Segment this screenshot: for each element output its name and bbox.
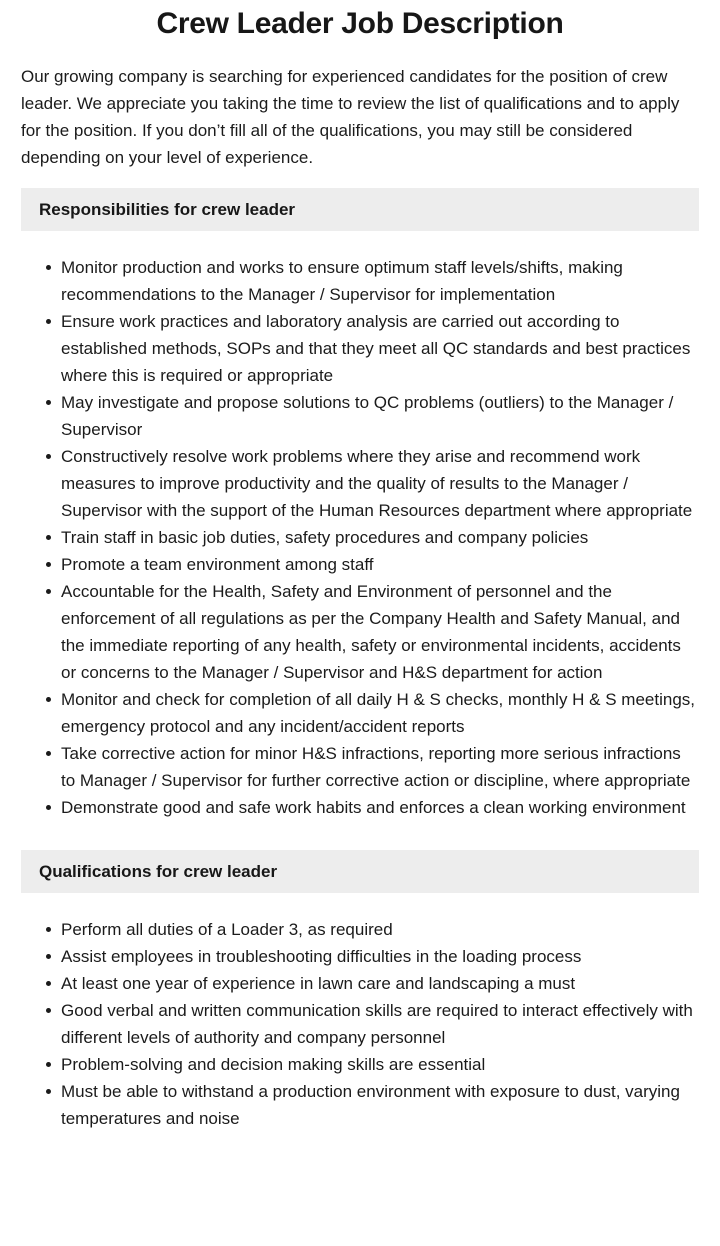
- qualifications-section-heading: Qualifications for crew leader: [21, 850, 699, 893]
- list-item: Ensure work practices and laboratory analysis are carried out according to established methods, SOPs and that they meet all QC standards and best practices where this is required or appropriate: [61, 308, 699, 389]
- section-responsibilities: [21, 188, 699, 821]
- list-item: Assist employees in troubleshooting difficulties in the loading process: [61, 943, 699, 970]
- list-item: Promote a team environment among staff: [61, 551, 699, 578]
- list-item: Monitor and check for completion of all daily H & S checks, monthly H & S meetings, emergency protocol and any incident/accident reports: [61, 686, 699, 740]
- list-item: Must be able to withstand a production environment with exposure to dust, varying temperatures and noise: [61, 1078, 699, 1132]
- list-item: May investigate and propose solutions to QC problems (outliers) to the Manager / Supervisor: [61, 389, 699, 443]
- list-item: Accountable for the Health, Safety and Environment of personnel and the enforcement of all regulations as per the Company Health and Safety Manual, and the immediate reporting of any health, safety or environmental incidents, accidents or concerns to the Manager / Supervisor and H&S department for action: [61, 578, 699, 686]
- list-item: Demonstrate good and safe work habits and enforces a clean working environment: [61, 794, 699, 821]
- list-item: Problem-solving and decision making skills are essential: [61, 1051, 699, 1078]
- list-item: Train staff in basic job duties, safety procedures and company policies: [61, 524, 699, 551]
- intro-paragraph: Our growing company is searching for experienced candidates for the position of crew leader. We appreciate you taking the time to review the list of qualifications and to apply for the position. If you don’t fill all of the qualifications, you may still be considered depending on your level of experience.: [21, 67, 680, 167]
- page-title: Crew Leader Job Description: [156, 7, 564, 40]
- list-item: Perform all duties of a Loader 3, as required: [61, 916, 699, 943]
- list-item: At least one year of experience in lawn care and landscaping a must: [61, 970, 699, 997]
- list-item: Take corrective action for minor H&S infractions, reporting more serious infractions to Manager / Supervisor for further corrective action or discipline, where appropriate: [61, 740, 699, 794]
- list-item: Good verbal and written communication skills are required to interact effectively with different levels of authority and company personnel: [61, 997, 699, 1051]
- list-item: Monitor production and works to ensure optimum staff levels/shifts, making recommendations to the Manager / Supervisor for implementation: [61, 254, 699, 308]
- list-item: Constructively resolve work problems where they arise and recommend work measures to improve productivity and the quality of results to the Manager / Supervisor with the support of the Human Resources department where appropriate: [61, 443, 699, 524]
- section-qualifications: [21, 850, 699, 1132]
- qualifications-list: [21, 916, 699, 1132]
- responsibilities-section-heading: Responsibilities for crew leader: [21, 188, 699, 231]
- responsibilities-list: [21, 254, 699, 821]
